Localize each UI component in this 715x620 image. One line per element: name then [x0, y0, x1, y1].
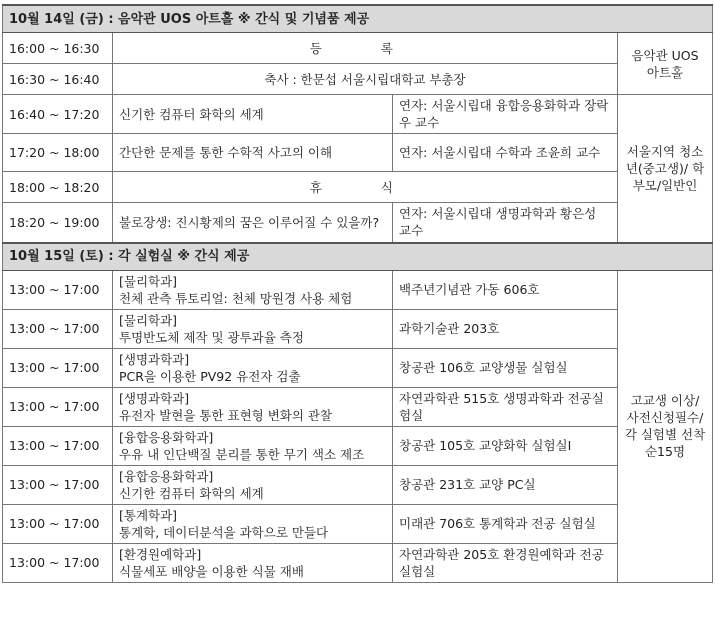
- event-cell: 휴 식: [113, 172, 618, 203]
- time-cell: 13:00 ~ 17:00: [3, 465, 113, 504]
- day2-audience: 고교생 이상/ 사전신청필수/ 각 실험별 선착순15명: [618, 270, 713, 582]
- day1-header: 10월 14일 (금) : 음악관 UOS 아트홀 ※ 간식 및 기념품 제공: [3, 5, 713, 33]
- table-row: [3, 203, 713, 243]
- lab-location: 창공관 105호 교양화학 실험실Ⅰ: [393, 426, 618, 465]
- table-row: [3, 134, 713, 172]
- lab-program: [113, 426, 393, 465]
- lab-dept: [물리학과]: [119, 312, 178, 328]
- event-cell: 등 록: [113, 33, 618, 64]
- table-row: [3, 270, 713, 309]
- time-cell: 16:30 ~ 16:40: [3, 64, 113, 95]
- schedule-table: [2, 4, 713, 583]
- time-cell: 18:00 ~ 18:20: [3, 172, 113, 203]
- time-cell: 16:00 ~ 16:30: [3, 33, 113, 64]
- lab-dept: [환경원예학과]: [119, 546, 202, 562]
- lab-dept: [생명과학과]: [119, 351, 190, 367]
- day2-header: 10월 15일 (토) : 각 실험실 ※ 간식 제공: [3, 243, 713, 271]
- table-row: [3, 172, 713, 203]
- day1-venue: 음악관 UOS 아트홀: [618, 33, 713, 95]
- table-row: [3, 504, 713, 543]
- lab-dept: [생명과학과]: [119, 390, 190, 406]
- lab-location: 창공관 231호 교양 PC실: [393, 465, 618, 504]
- lab-location: 백주년기념관 가동 606호: [393, 270, 618, 309]
- lab-program: [113, 309, 393, 348]
- lab-location: 자연과학관 205호 환경원예학과 전공실험실: [393, 543, 618, 582]
- lecture-title: 불로장생: 진시황제의 꿈은 이루어질 수 있을까?: [113, 203, 393, 243]
- day1-header-row: [3, 5, 713, 33]
- lab-program: [113, 348, 393, 387]
- lab-title: 투명반도체 제작 및 광투과율 측정: [119, 329, 304, 345]
- lab-location: 창공관 106호 교양생물 실험실: [393, 348, 618, 387]
- lab-title: 통계학, 데이터분석을 과학으로 만들다: [119, 524, 329, 540]
- lecture-speaker: 연자: 서울시립대 수학과 조윤희 교수: [393, 134, 618, 172]
- lab-location: 자연과학관 515호 생명과학과 전공실험실: [393, 387, 618, 426]
- lab-location: 과학기술관 203호: [393, 309, 618, 348]
- lab-dept: [융합응용화학과]: [119, 429, 214, 445]
- lab-title: 식물세포 배양을 이용한 식물 재배: [119, 563, 304, 579]
- lab-location: 미래관 706호 통계학과 전공 실험실: [393, 504, 618, 543]
- lab-program: [113, 465, 393, 504]
- lecture-speaker: 연자: 서울시립대 생명과학과 황은성 교수: [393, 203, 618, 243]
- table-row: [3, 426, 713, 465]
- lab-program: [113, 387, 393, 426]
- table-row: [3, 465, 713, 504]
- time-cell: 13:00 ~ 17:00: [3, 426, 113, 465]
- table-row: [3, 33, 713, 64]
- lab-title: PCR을 이용한 PV92 유전자 검출: [119, 368, 301, 384]
- time-cell: 16:40 ~ 17:20: [3, 95, 113, 134]
- time-cell: 13:00 ~ 17:00: [3, 270, 113, 309]
- time-cell: 13:00 ~ 17:00: [3, 504, 113, 543]
- lab-dept: [물리학과]: [119, 273, 178, 289]
- table-row: [3, 387, 713, 426]
- day2-header-row: [3, 243, 713, 271]
- day1-audience: 서울지역 청소년(중고생)/ 학부모/일반인: [618, 95, 713, 243]
- lab-title: 천체 관측 튜토리얼: 천체 망원경 사용 체험: [119, 290, 353, 306]
- table-row: [3, 348, 713, 387]
- time-cell: 17:20 ~ 18:00: [3, 134, 113, 172]
- lab-title: 유전자 발현을 통한 표현형 변화의 관찰: [119, 407, 333, 423]
- lab-title: 우유 내 인단백질 분리를 통한 무기 색소 제조: [119, 446, 365, 462]
- time-cell: 13:00 ~ 17:00: [3, 309, 113, 348]
- lecture-speaker: 연자: 서울시립대 융합응용화학과 장락우 교수: [393, 95, 618, 134]
- schedule: [2, 4, 712, 583]
- time-cell: 13:00 ~ 17:00: [3, 387, 113, 426]
- table-row: [3, 309, 713, 348]
- table-row: [3, 543, 713, 582]
- lecture-title: 간단한 문제를 통한 수학적 사고의 이해: [113, 134, 393, 172]
- table-row: [3, 64, 713, 95]
- time-cell: 13:00 ~ 17:00: [3, 348, 113, 387]
- lab-program: [113, 270, 393, 309]
- lab-program: [113, 504, 393, 543]
- lab-dept: [통계학과]: [119, 507, 178, 523]
- time-cell: 13:00 ~ 17:00: [3, 543, 113, 582]
- event-cell: 축사 : 한문섭 서울시립대학교 부총장: [113, 64, 618, 95]
- lab-dept: [융합응용화학과]: [119, 468, 214, 484]
- time-cell: 18:20 ~ 19:00: [3, 203, 113, 243]
- lecture-title: 신기한 컴퓨터 화학의 세계: [113, 95, 393, 134]
- lab-title: 신기한 컴퓨터 화학의 세계: [119, 485, 264, 501]
- table-row: [3, 95, 713, 134]
- lab-program: [113, 543, 393, 582]
